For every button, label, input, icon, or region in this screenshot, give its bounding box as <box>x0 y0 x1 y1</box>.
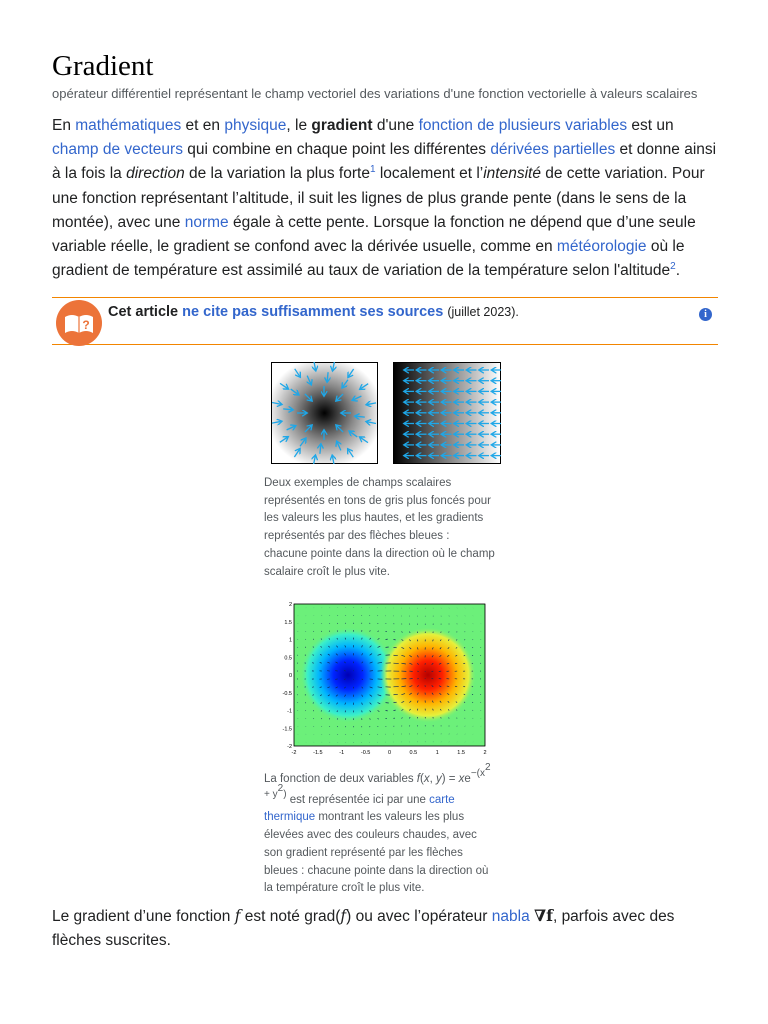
lead-text: . <box>675 262 681 280</box>
notice-date: (juillet 2023). <box>447 305 519 319</box>
reference-2[interactable]: 2 <box>670 261 676 273</box>
heatmap-gradient-arrow <box>378 623 379 624</box>
y-tick-label: -2 <box>287 744 292 750</box>
exp-part: 2 <box>485 762 491 773</box>
caption-text: ( <box>420 773 424 785</box>
heatmap-gradient-arrow <box>329 718 330 719</box>
heatmap-gradient-arrow <box>457 632 458 633</box>
heatmap-gradient-arrow <box>417 640 418 642</box>
caption-text: ) = <box>441 773 459 785</box>
exp-part: ) <box>283 788 287 800</box>
link-derivees-partielles[interactable]: dérivées partielles <box>490 141 616 159</box>
x-tick-label: 0 <box>387 750 392 756</box>
link-physique[interactable]: physique <box>224 117 287 134</box>
tail-text: ) ou avec l’opérateur <box>346 908 492 925</box>
heatmap-gradient-arrow <box>321 718 322 719</box>
heatmap-gradient-arrow <box>344 671 346 672</box>
term-gradient: gradient <box>311 117 373 134</box>
y-tick-label: -1 <box>287 708 292 715</box>
book-question-icon <box>56 300 102 346</box>
heatmap-gradient-arrow <box>362 711 363 713</box>
caption-var: x <box>458 773 465 785</box>
term-intensite: intensité <box>483 165 541 183</box>
link-fonction-plusieurs-variables[interactable]: fonction de plusieurs variables <box>418 117 628 134</box>
heatmap-gradient-arrow <box>464 710 465 711</box>
page-subtitle: opérateur différentiel représentant le champ vectoriel des variations d'une fonction vectorielle à valeurs scalaires <box>52 86 698 101</box>
heatmap-gradient-arrow <box>313 711 314 712</box>
figure1-caption: Deux exemples de champs scalaires représentés en tons de gris plus foncés pour les valeurs les plus hautes, et les gradients représentés par des flèches bleues : chacune pointe dans la direction où le champ scalaire croît le plus vite. <box>264 477 495 578</box>
link-carte-thermique[interactable]: carte thermique <box>264 793 455 824</box>
y-tick-label: -1.5 <box>282 726 292 733</box>
heatmap-gradient-arrow <box>321 631 322 632</box>
exp-part: −(x <box>470 768 485 779</box>
figure-heatmap[interactable] <box>272 598 494 761</box>
y-tick-label: -0.5 <box>282 690 292 697</box>
lead-text: est un <box>627 117 674 134</box>
radial-field-image <box>272 363 378 464</box>
caption-text: montrant les valeurs les plus élevées avec des couleurs chaudes, avec son gradient représenté par les flèches bleues : chacune pointe dans la direction où la température croît le plus vite. <box>264 811 489 895</box>
page-title: Gradient <box>52 50 154 82</box>
lead-text: localement et l’ <box>375 165 484 183</box>
var-f: f <box>340 907 347 925</box>
caption-text: La fonction de deux variables <box>264 773 417 785</box>
link-meteorologie[interactable]: météorologie <box>556 238 647 256</box>
link-mathematiques[interactable]: mathématiques <box>75 117 182 134</box>
sources-notice <box>52 297 718 345</box>
x-tick-label: -2 <box>291 750 297 756</box>
lead-text: où le gradient de température est assimilé au taux de variation de la température selon l'altitude <box>52 238 685 280</box>
heatmap-gradient-arrow <box>432 671 434 672</box>
lead-text: de cette variation. Pour une fonction représentant l’altitude, il suit les lignes de plus grande pente (dans le sens de la montée), avec une <box>52 165 705 231</box>
caption-var: x <box>423 773 430 785</box>
gradient-arrow <box>283 409 292 410</box>
term-direction: direction <box>126 165 185 183</box>
var-f: f <box>234 907 241 925</box>
caption-var: f <box>416 773 420 785</box>
y-tick-label: 2 <box>288 602 292 608</box>
x-tick-label: -1.5 <box>313 750 323 756</box>
caption-var: y <box>435 773 442 785</box>
x-tick-label: -1 <box>339 750 345 756</box>
tail-text: , parfois avec des flèches suscrites. <box>52 908 675 949</box>
info-icon[interactable]: i <box>699 308 712 321</box>
svg-text:?: ? <box>82 318 90 332</box>
heatmap-gradient-arrow <box>344 679 346 680</box>
link-nabla[interactable]: nabla <box>491 908 530 925</box>
heatmap-gradient-arrow <box>378 726 379 727</box>
x-tick-label: 2 <box>483 750 487 756</box>
tail-text: Le gradient d’une fonction <box>52 908 235 925</box>
heatmap-gradient-arrow <box>417 709 418 711</box>
y-tick-label: 0 <box>288 673 292 679</box>
exp-part: 2 <box>277 782 284 794</box>
lead-text: , le <box>286 117 312 134</box>
link-champ-de-vecteurs[interactable]: champ de vecteurs <box>52 141 183 159</box>
heatmap-gradient-arrow <box>449 632 450 633</box>
lead-text: qui combine en chaque point les différentes <box>182 141 491 159</box>
heatmap-gradient-arrow <box>329 631 330 632</box>
lead-paragraph <box>52 114 720 283</box>
lead-text: d'une <box>372 117 419 134</box>
y-tick-label: 1 <box>288 637 292 644</box>
gradient-notation-paragraph <box>52 904 720 953</box>
heatmap-gradient-arrow <box>432 678 434 679</box>
x-tick-label: 1 <box>435 750 439 756</box>
heatmap-gradient-arrow <box>457 718 458 719</box>
lead-text: En <box>52 117 76 134</box>
tail-text: est noté grad( <box>240 908 341 925</box>
lead-text: et en <box>181 117 225 134</box>
heatmap-gradient-arrow <box>313 639 314 640</box>
figure2-caption <box>264 762 496 898</box>
heatmap-gradient-arrow <box>401 726 402 727</box>
exp-part: + y <box>264 788 278 800</box>
lead-text: de la variation la plus forte <box>184 165 370 183</box>
lead-text: et donne ainsi à la fois la <box>52 141 717 183</box>
y-tick-label: 0.5 <box>284 655 292 662</box>
gradient-arrow <box>356 416 365 417</box>
lead-text: égale à cette pente. Lorsque la fonction ne dépend que d’une seule variable réelle, le gradient se confond avec la dérivée usuelle, comme en <box>52 213 696 256</box>
heatmap-gradient-arrow <box>449 718 450 719</box>
nabla-symbol: ∇f <box>534 906 553 925</box>
caption-text: est représentée ici par une <box>286 793 430 806</box>
heatmap-gradient-arrow <box>362 638 363 640</box>
y-tick-label: 1.5 <box>284 619 292 626</box>
notice-lead: Cet article <box>108 304 179 320</box>
x-tick-label: 1.5 <box>457 750 465 756</box>
gradient-arrow <box>327 372 328 381</box>
heatmap-maximum <box>380 627 476 723</box>
notice-text <box>108 304 519 320</box>
gradient-arrow <box>320 445 321 454</box>
reference-1[interactable]: 1 <box>369 164 376 176</box>
x-tick-label: -0.5 <box>360 750 371 756</box>
caption-text: , <box>429 773 436 785</box>
link-norme[interactable]: norme <box>184 213 229 231</box>
heatmap-gradient-arrow <box>464 640 465 641</box>
x-tick-label: 0.5 <box>409 750 418 756</box>
notice-link[interactable]: ne cite pas suffisamment ses sources <box>182 304 444 320</box>
caption-text: e <box>464 773 471 785</box>
heatmap-gradient-arrow <box>401 624 402 625</box>
figure-scalar-fields[interactable] <box>271 362 501 469</box>
